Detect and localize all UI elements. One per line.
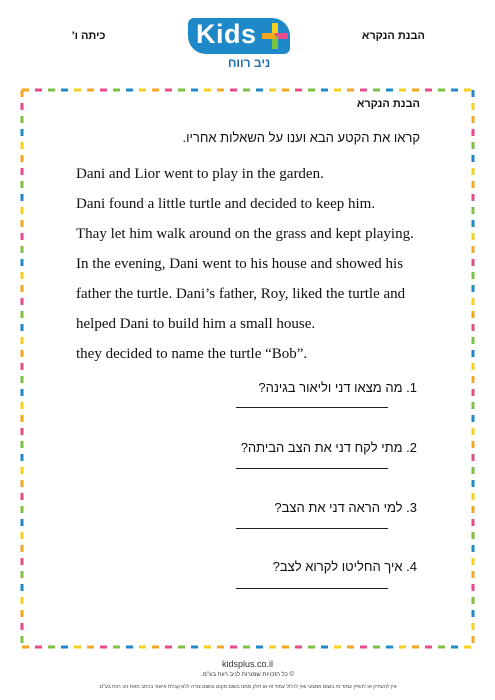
question-4 (273, 559, 417, 574)
answer-line-2[interactable] (236, 468, 388, 469)
question-text: למי הראה דני את הצב? (274, 500, 403, 515)
question-text: מתי לקח דני את הצב הביתה? (240, 440, 403, 455)
logo-subtitle: ניב רווח (228, 56, 271, 70)
question-number: 1. (406, 380, 417, 395)
question-text: איך החליטו לקרוא לצב? (272, 559, 403, 574)
story-text (76, 162, 436, 372)
question-2 (241, 440, 417, 455)
question-number: 4. (406, 559, 417, 574)
question-number: 2. (406, 440, 417, 455)
answer-line-3[interactable] (236, 528, 388, 529)
story-line: Thay let him walk around on the grass and kept playing. (76, 226, 414, 242)
logo-text: Kids (196, 19, 257, 49)
story-line: Dani found a little turtle and decided to keep him. (76, 196, 376, 212)
grade-label: כיתה ו' (72, 30, 106, 42)
worksheet-title: הבנת הנקרא (356, 98, 420, 110)
answer-line-4[interactable] (236, 588, 388, 589)
subject-label: הבנת הנקרא (361, 30, 425, 42)
story-line: Dani and Lior went to play in the garden. (76, 166, 324, 182)
story-line: father the turtle. Dani’s father, Roy, liked the turtle and (76, 286, 406, 302)
story-line: they decided to name the turtle “Bob”. (76, 346, 308, 362)
question-3 (274, 500, 417, 515)
footer-site: kidsplus.co.il (221, 659, 274, 669)
plus-icon (262, 23, 288, 49)
answer-line-1[interactable] (236, 407, 388, 408)
question-text: מה מצאו דני וליאור בגינה? (258, 380, 403, 395)
question-number: 3. (406, 500, 417, 515)
instructions: קראו את הקטע הבא וענו על השאלות אחריו. (182, 130, 420, 145)
footer-copyright: © כל הזכויות שמורות לניב רווח בע"מ. (201, 672, 294, 678)
kids-logo (188, 18, 300, 70)
footer-notice: אין להעתיק או להפיץ עמוד זה בשום אמצעי ואין לכלול עמוד זה או חלק ממנו בשום מקום ובשום צורה ללא קבלת אישור בכתב מאת ניב רווח בע"מ. (98, 684, 397, 690)
question-1 (258, 380, 417, 395)
story-line: helped Dani to build him a small house. (76, 316, 316, 332)
story-line: In the evening, Dani went to his house and showed his (76, 256, 404, 272)
